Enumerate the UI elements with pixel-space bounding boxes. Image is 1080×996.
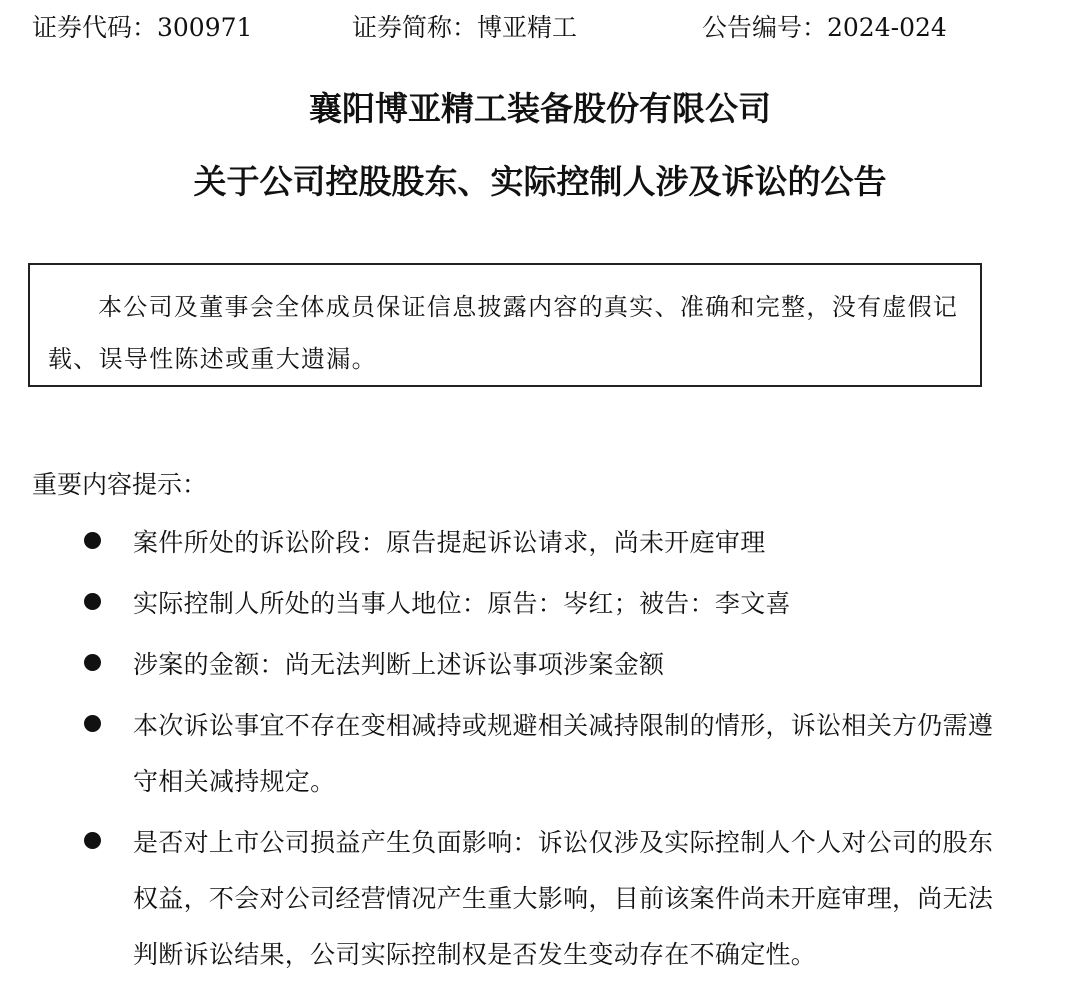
list-item-text: 本次诉讼事宜不存在变相减持或规避相关减持限制的情形，诉讼相关方仍需遵守相关减持规定。 [133, 711, 994, 796]
document-meta-line [32, 8, 1032, 48]
list-item-text: 是否对上市公司损益产生负面影响：诉讼仅涉及实际控制人个人对公司的股东权益，不会对公司经营情况产生重大影响，目前该案件尚未开庭审理，尚无法判断诉讼结果，公司实际控制权是否发生变动存在不确定性。 [133, 828, 994, 969]
list-item-text: 案件所处的诉讼阶段：原告提起诉讼请求，尚未开庭审理 [133, 528, 766, 557]
bullet-dot-icon [84, 832, 101, 849]
securities-code: 证券代码：300971 [32, 13, 253, 42]
list-item [0, 515, 1080, 571]
bullet-dot-icon [84, 593, 101, 610]
list-item [0, 637, 1080, 693]
list-item [0, 698, 1080, 810]
list-item-text: 实际控制人所处的当事人地位：原告：岑红；被告：李文喜 [133, 589, 791, 618]
list-item [0, 815, 1080, 983]
highlights-list [0, 515, 1080, 988]
list-item-text: 涉案的金额：尚无法判断上述诉讼事项涉案金额 [133, 650, 665, 679]
list-item [0, 576, 1080, 632]
disclaimer-text: 本公司及董事会全体成员保证信息披露内容的真实、准确和完整，没有虚假记载、误导性陈述或重大遗漏。 [48, 293, 959, 373]
bullet-dot-icon [84, 532, 101, 549]
highlights-heading: 重要内容提示： [32, 470, 208, 499]
bullet-dot-icon [84, 654, 101, 671]
company-title: 襄阳博亚精工装备股份有限公司 [309, 89, 771, 128]
announcement-title: 关于公司控股股东、实际控制人涉及诉讼的公告 [193, 162, 887, 201]
securities-abbreviation: 证券简称：博亚精工 [352, 13, 578, 42]
announcement-number: 公告编号：2024-024 [702, 13, 947, 42]
disclaimer-box [28, 263, 982, 387]
bullet-dot-icon [84, 715, 101, 732]
